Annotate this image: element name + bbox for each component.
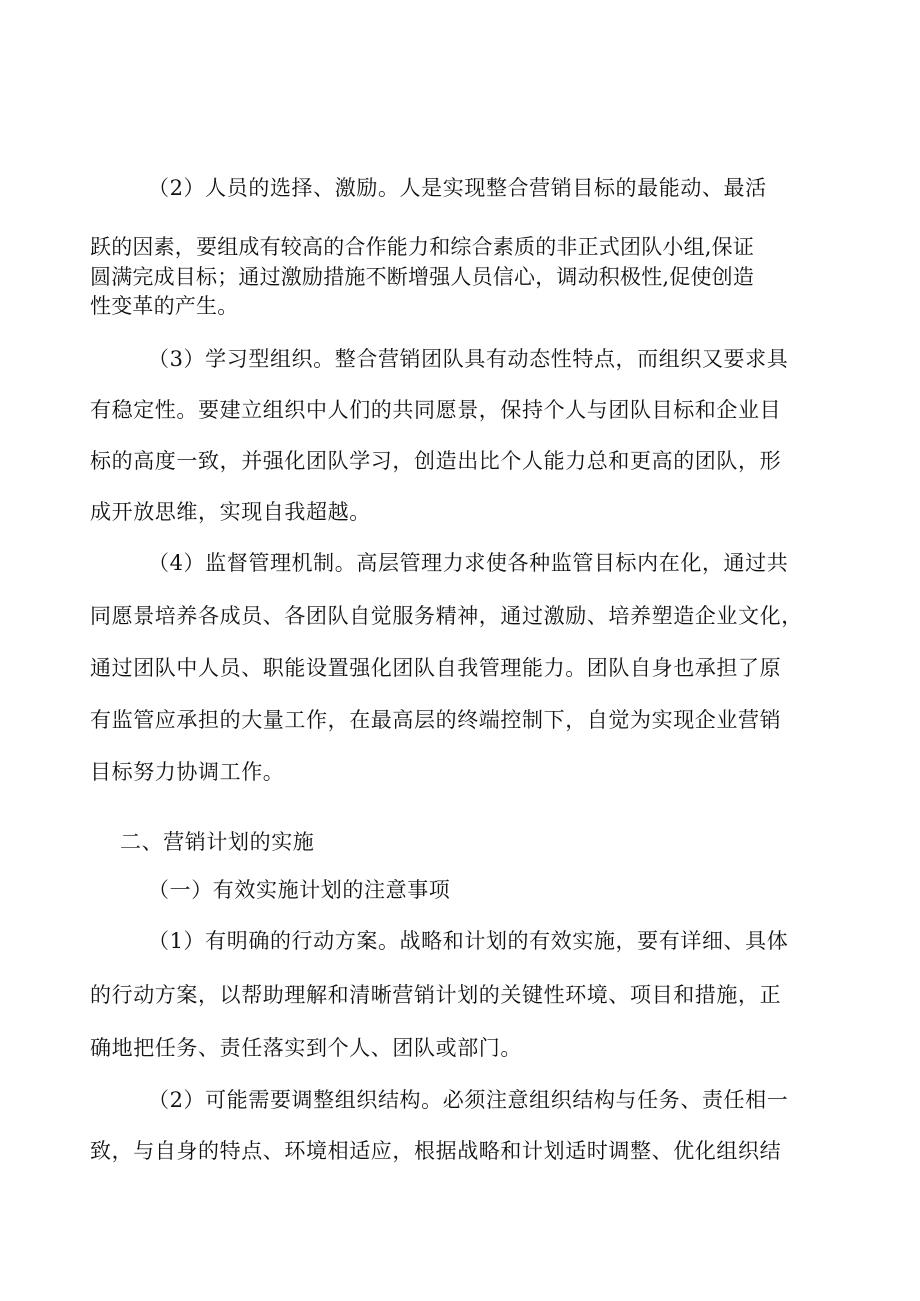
- paragraph-1-line-2: 跃的因素，要组成有较高的合作能力和综合素质的非正式团队小组,保证: [90, 235, 755, 259]
- paragraph-1-line-3: 圆满完成目标；通过激励措施不断增强人员信心，调动积极性,促使创造: [90, 265, 755, 289]
- paragraph-2-line-4: 成开放思维，实现自我超越。: [90, 500, 371, 524]
- paragraph-2-line-3: 标的高度一致，并强化团队学习，创造出比个人能力总和更高的团队，形: [90, 449, 782, 473]
- paragraph-5-line-1: （2）可能需要调整组织结构。必须注意组织结构与任务、责任相一: [148, 1088, 789, 1112]
- paragraph-4-line-3: 确地把任务、责任落实到个人、团队或部门。: [90, 1036, 522, 1060]
- paragraph-2-line-1: （3）学习型组织。整合营销团队具有动态性特点，而组织又要求具: [148, 347, 789, 371]
- paragraph-5-line-2: 致，与自身的特点、环境相适应，根据战略和计划适时调整、优化组织结: [90, 1139, 782, 1163]
- paragraph-3-line-2: 同愿景培养各成员、各团队自觉服务精神，通过激励、培养塑造企业文化，: [90, 604, 803, 628]
- paragraph-2-line-2: 有稳定性。要建立组织中人们的共同愿景，保持个人与团队目标和企业目: [90, 398, 782, 422]
- section-heading: 二、营销计划的实施: [120, 830, 315, 854]
- paragraph-1-line-1: （2）人员的选择、激励。人是实现整合营销目标的最能动、最活: [148, 176, 767, 200]
- paragraph-1-line-4: 性变革的产生。: [90, 294, 239, 318]
- paragraph-3-line-3: 通过团队中人员、职能设置强化团队自我管理能力。团队自身也承担了原: [90, 656, 782, 680]
- subsection-heading: （一）有效实施计划的注意事项: [148, 878, 451, 902]
- paragraph-4-line-1: （1）有明确的行动方案。战略和计划的有效实施，要有详细、具体: [148, 929, 789, 953]
- paragraph-3-line-1: （4）监督管理机制。高层管理力求使各种监管目标内在化，通过共: [148, 551, 789, 575]
- paragraph-3-line-4: 有监管应承担的大量工作，在最高层的终端控制下，自觉为实现企业营销: [90, 708, 782, 732]
- paragraph-3-line-5: 目标努力协调工作。: [90, 760, 285, 784]
- paragraph-4-line-2: 的行动方案，以帮助理解和清晰营销计划的关键性环境、项目和措施，正: [90, 983, 782, 1007]
